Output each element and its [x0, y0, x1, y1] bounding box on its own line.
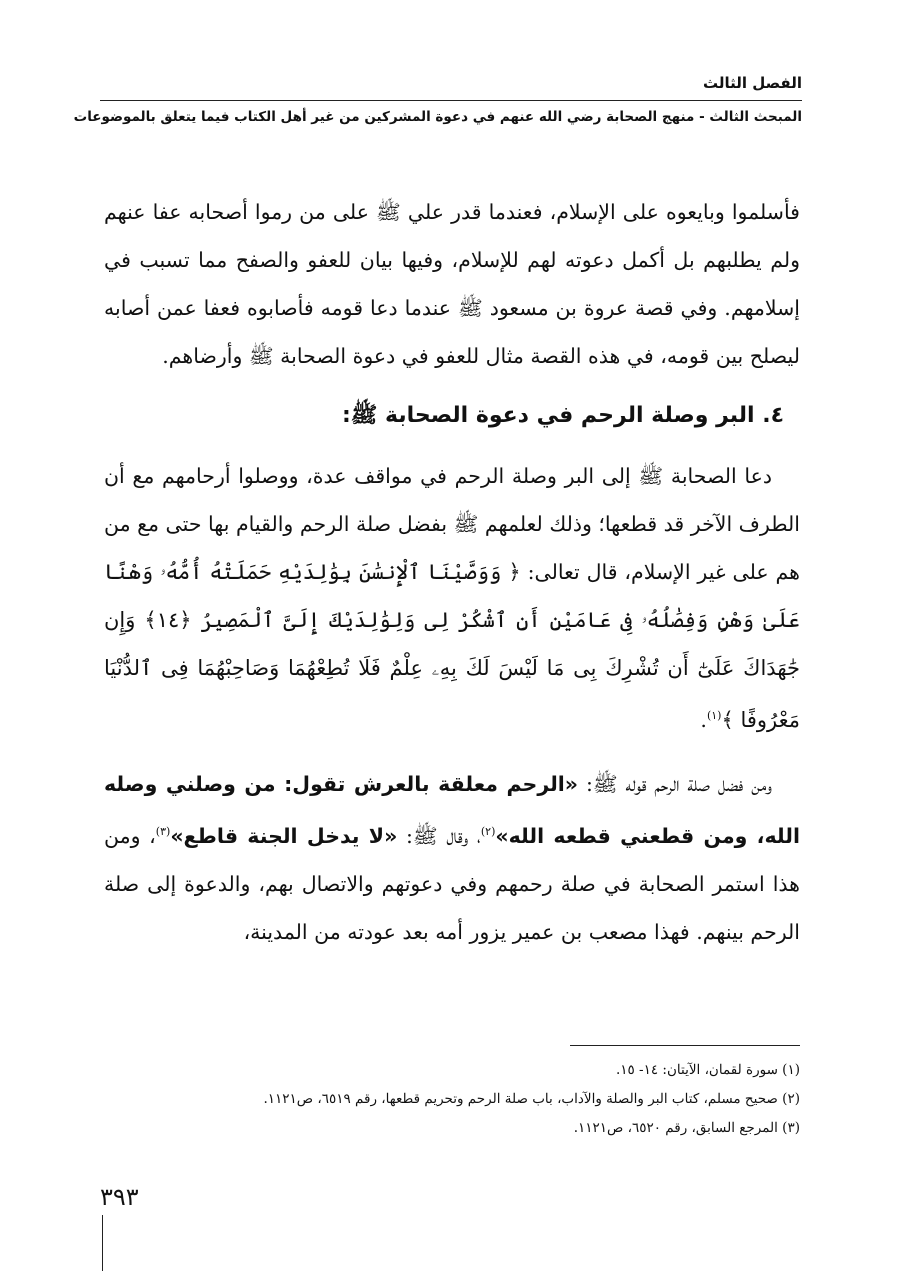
margin-line: [102, 1215, 103, 1271]
main-text: [104, 188, 800, 956]
kinship-intro-text: دعا الصحابة ﷺ إلى البر وصلة الرحم في مواقف عدة، ووصلوا أرحامهم مع أن الطرف الآخر قد قطعها؛ وذلك لعلمهم ﷺ بفضل صلة الرحم والقيام بها حتى مع من هم على غير الإسلام، قال تعالى:: [104, 464, 800, 584]
paragraph-hadith: [104, 760, 800, 956]
hadith-rest-text: ، ومن هذا استمر الصحابة في صلة رحمهم وفي دعوتهم والاتصال بهم، والدعوة إلى صلة الرحم بينهم. فهذا مصعب بن عمير يزور أمه بعد عودته من المدينة،: [104, 823, 800, 944]
section-heading-kinship: ٤. البر وصلة الرحم في دعوة الصحابة ﷺ:: [341, 403, 784, 428]
footnote-ref-3[interactable]: (٣): [155, 824, 171, 838]
footnote-ref-1[interactable]: (١): [706, 709, 722, 722]
footnote-divider: [570, 1045, 800, 1046]
footnote-1: (١) سورة لقمان، الآيتان: ١٤- ١٥.: [615, 1062, 800, 1078]
footnote-ref-2[interactable]: (٢): [480, 824, 496, 838]
section-title: المبحث الثالث - منهج الصحابة رضي الله عنهم في دعوة المشركين من غير أهل الكتاب فيما يتعلق بالموضوعات: [73, 109, 802, 125]
header-divider: [100, 100, 802, 101]
hadith-intro-text: ومن فضل صلة الرحم قوله ﷺ:: [578, 771, 772, 796]
footnote-2: (٢) صحيح مسلم، كتاب البر والصلة والآداب، باب صلة الرحم وتحريم قطعها، رقم ٦٥١٩، ص١١٢١.: [263, 1091, 800, 1107]
hadith-quote-1: «الرحم معلقة بالعرش تقول: من وصلني وصله الله، ومن قطعني قطعه الله»: [104, 771, 800, 848]
page-number: ٣٩٣: [100, 1183, 139, 1211]
hadith-mid-text: ، وقال ﷺ:: [397, 823, 481, 848]
hadith-quote-2: «لا يدخل الجنة قاطع»: [170, 823, 398, 848]
running-header: [73, 72, 802, 127]
paragraph-forgiveness: فأسلموا وبايعوه على الإسلام، فعندما قدر علي ﷺ على من رموا أصحابه عفا عنهم ولم يطلبهم بل أكمل دعوته لهم للإسلام، وفيها بيان للعفو والصفح مما تسبب في إسلامهم. وفي قصة عروة بن مسعود ﷺ عندما دعا قومه فأصابوه فعفا عمن أصابه ليصلح بين قومه، في هذه القصة مثال للعفو في دعوة الصحابة ﷺ وأرضاهم.: [104, 200, 800, 368]
paragraph-kinship: دعا الصحابة ﷺ إلى البر وصلة الرحم في مواقف عدة، ووصلوا أرحامهم مع أن الطرف الآخر قد قطعها؛ وذلك لعلمهم ﷺ بفضل صلة الرحم والقيام بها حتى مع من هم على غير الإسلام، قال تعالى: ﴿ وَوَصَّيْنَا ٱلْإِنسَٰنَ بِوَٰلِدَيْهِ حَمَلَتْهُ أُمُّهُۥ وَهْنًا عَلَىٰ وَهْنٍ وَفِصَٰلُهُۥ فِى عَامَيْنِ أَنِ ٱشْكُرْ لِى وَلِوَٰلِدَيْكَ إِلَىَّ ٱلْمَصِيرُ ﴿١٤﴾ وَإِن جَٰهَدَاكَ عَلَىٰٓ أَن تُشْرِكَ بِى مَا لَيْسَ لَكَ بِهِۦ عِلْمٌ فَلَا تُطِعْهُمَا وَصَاحِبْهُمَا فِى ٱلدُّنْيَا مَعْرُوفًا ﴾$^{(١)}$.: [104, 464, 800, 732]
footnote-3: (٣) المرجع السابق، رقم ٦٥٢٠، ص١١٢١.: [573, 1120, 800, 1136]
quran-verse: ﴿ وَوَصَّيْنَا ٱلْإِنسَٰنَ بِوَٰلِدَيْهِ حَمَلَتْهُ أُمُّهُۥ وَهْنًا عَلَىٰ وَهْنٍ وَفِصَٰلُهُۥ فِى عَامَيْنِ أَنِ ٱشْكُرْ لِى وَلِوَٰلِدَيْكَ إِلَىَّ ٱلْمَصِيرُ ﴿١٤﴾ وَإِن جَٰهَدَاكَ عَلَىٰٓ أَن تُشْرِكَ بِى مَا لَيْسَ لَكَ بِهِۦ عِلْمٌ فَلَا تُطِعْهُمَا وَصَاحِبْهُمَا فِى ٱلدُّنْيَا مَعْرُوفًا ﴾: [104, 560, 800, 732]
footnotes: [100, 1056, 800, 1143]
chapter-title: الفصل الثالث: [702, 74, 802, 92]
